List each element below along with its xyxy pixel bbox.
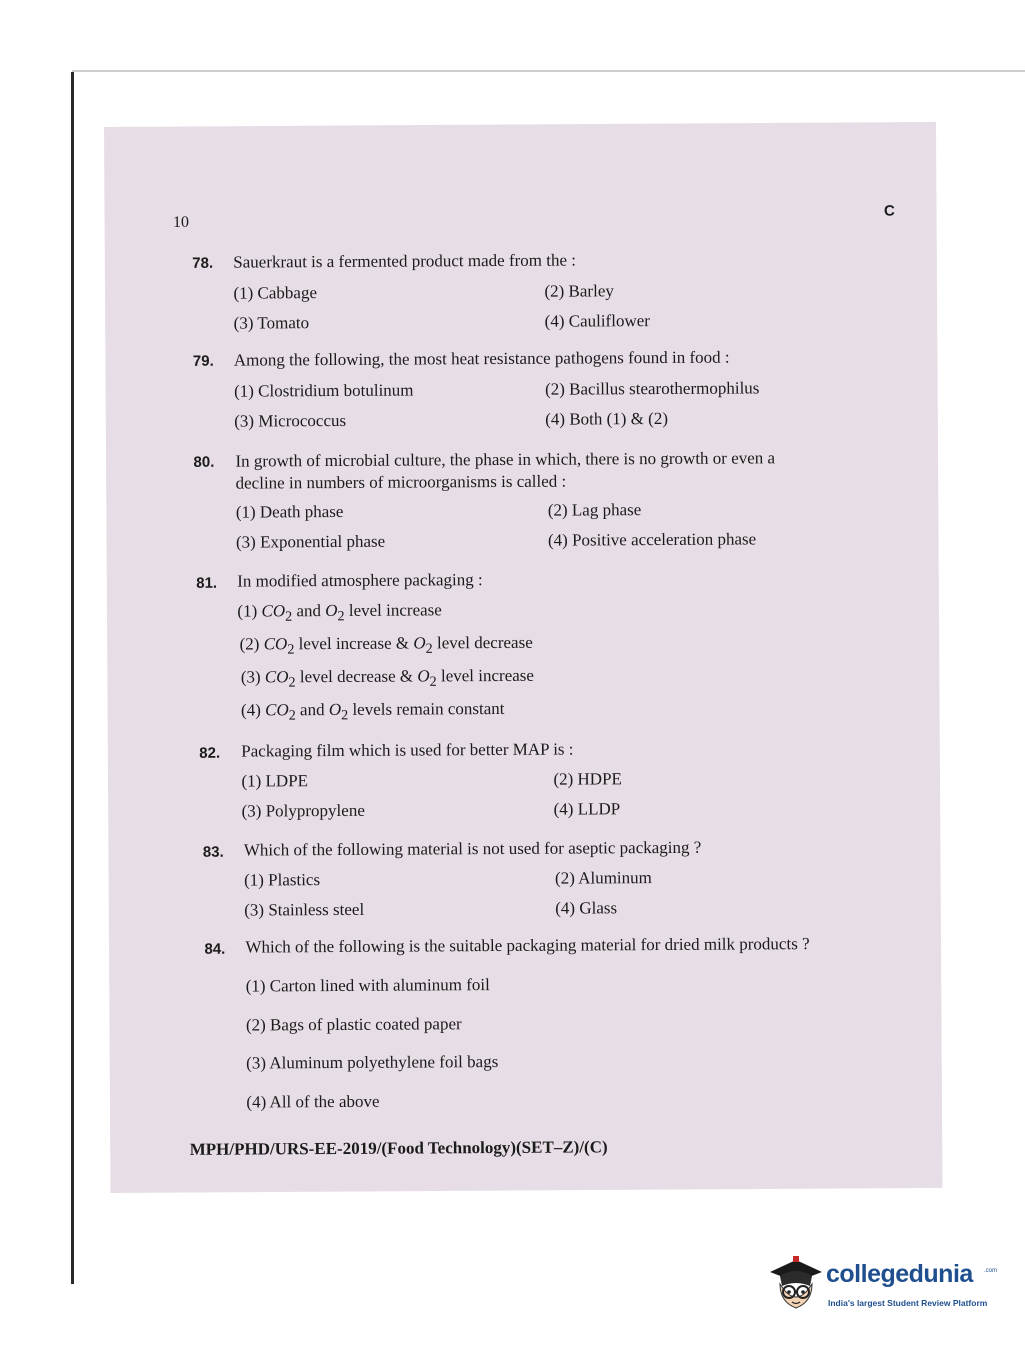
option-3: (3) Stainless steel — [244, 899, 365, 920]
logo-tagline: India's largest Student Review Platform — [828, 1298, 988, 1308]
paper-footer-code: MPH/PHD/URS-EE-2019/(Food Technology)(SET–Z)/(C) — [189, 1137, 608, 1159]
option-2: (2) Bacillus stearothermophilus — [544, 378, 760, 399]
option-4: (4) Positive acceleration phase — [547, 529, 757, 550]
set-code: C — [883, 202, 895, 220]
option-4: (4) Glass — [555, 898, 618, 918]
option-2: (2) Lag phase — [547, 500, 642, 520]
option-1: (1) Clostridium botulinum — [233, 380, 414, 401]
question-text-line-1: In growth of microbial culture, the phase in which, there is no growth or even a — [235, 448, 776, 471]
question-text-line-2: decline in numbers of microorganisms is called : — [235, 471, 567, 493]
option-1: (1) Plastics — [243, 870, 321, 890]
option-2: (2) Barley — [544, 281, 614, 301]
option-1: (1) LDPE — [241, 771, 309, 791]
option-4: (4) Both (1) & (2) — [545, 408, 669, 429]
option-4: (4) LLDP — [553, 799, 621, 819]
option-1: (1) $CO_2$ and $O_2$ level increase — [237, 600, 442, 625]
option-3: (3) Aluminum polyethylene foil bags — [246, 1052, 499, 1073]
question-number: 79. — [192, 352, 214, 370]
option-4: (4) $CO_2$ and $O_2$ levels remain constant — [240, 698, 505, 724]
question-number: 80. — [193, 453, 215, 471]
question-text: Sauerkraut is a fermented product made from the : — [233, 250, 577, 272]
question-number: 81. — [196, 574, 218, 592]
question-number: 82. — [199, 744, 221, 762]
option-3: (3) Tomato — [233, 313, 310, 333]
page-number: 10 — [172, 213, 190, 231]
option-4: (4) All of the above — [246, 1091, 380, 1112]
option-1: (1) Cabbage — [233, 283, 318, 303]
question-text: Packaging film which is used for better MAP is : — [241, 739, 574, 761]
option-2: (2) Bags of plastic coated paper — [245, 1014, 462, 1035]
question-text: Among the following, the most heat resistance pathogens found in food : — [233, 347, 730, 370]
option-3: (3) Exponential phase — [235, 531, 386, 552]
option-1: (1) Carton lined with aluminum foil — [245, 975, 490, 996]
option-4: (4) Cauliflower — [544, 311, 650, 331]
logo-domain-suffix: .com — [984, 1268, 998, 1274]
question-number: 78. — [192, 254, 214, 272]
question-text: Which of the following is the suitable packaging material for dried milk products ? — [245, 934, 810, 957]
logo-wordmark: collegedunia — [826, 1260, 973, 1288]
question-text: In modified atmosphere packaging : — [237, 570, 483, 591]
question-text: Which of the following material is not used for aseptic packaging ? — [243, 837, 702, 860]
option-3: (3) Micrococcus — [234, 410, 347, 431]
option-1: (1) Death phase — [235, 501, 344, 522]
option-2: (2) Aluminum — [554, 868, 652, 888]
collegedunia-logo[interactable] — [766, 1250, 996, 1320]
option-3: (3) Polypropylene — [241, 800, 365, 821]
question-number: 84. — [204, 940, 226, 958]
option-2: (2) HDPE — [553, 769, 622, 789]
option-3: (3) $CO_2$ level decrease & $O_2$ level increase — [240, 665, 534, 691]
option-2: (2) $CO_2$ level increase & $O_2$ level decrease — [239, 632, 533, 658]
graduate-mascot-icon — [766, 1250, 824, 1320]
question-number: 83. — [202, 843, 224, 861]
